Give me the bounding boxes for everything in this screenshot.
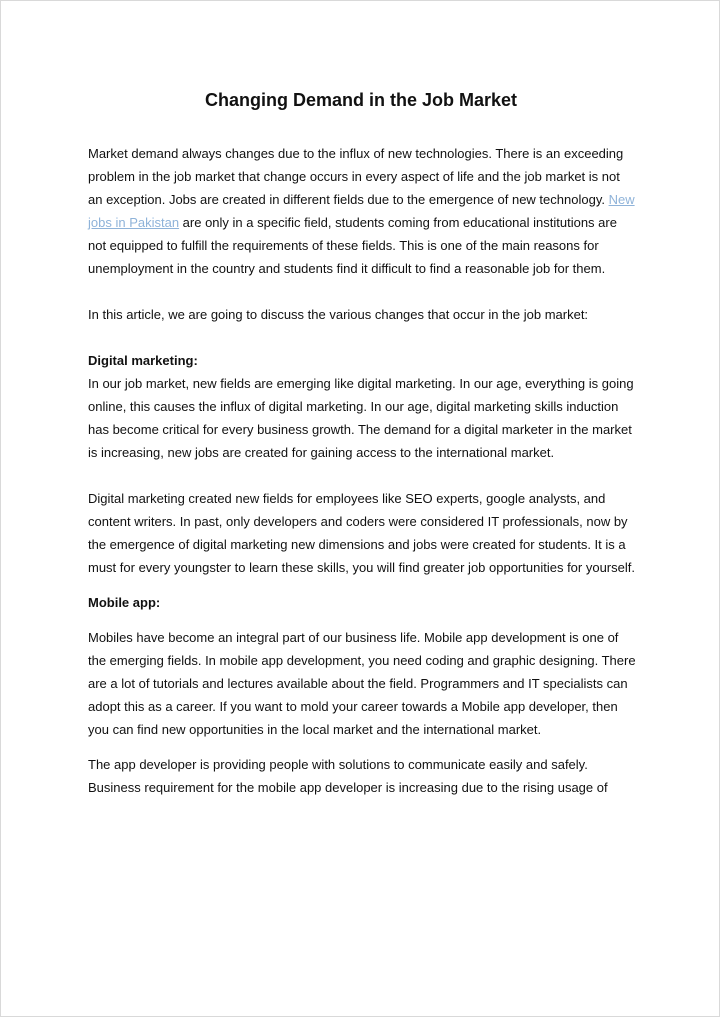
document-body <box>88 142 636 799</box>
section-paragraph: The app developer is providing people with solutions to communicate easily and safely. Business requirement for the mobile app developer is increasing due to the rising usage of <box>88 757 608 795</box>
new-jobs-link[interactable]: New jobs in Pakistan <box>88 192 635 230</box>
page-title: Changing Demand in the Job Market <box>204 90 518 110</box>
section-paragraph: Mobiles have become an integral part of our business life. Mobile app development is one of the emerging fields. In mobile app development, you need coding and graphic designing. There are a lot of tutorials and lectures available about the field. Programmers and IT specialists can adopt this as a career. If you want to mold your career towards a Mobile app developer, then you can find new opportunities in the local market and the international market. <box>88 630 636 737</box>
section-heading-digital-marketing: Digital marketing: <box>88 353 198 368</box>
intro-paragraph <box>88 142 636 280</box>
section-paragraph: In our job market, new fields are emerging like digital marketing. In our age, everything is going online, this causes the influx of digital marketing. In our age, digital marketing skills induction has become critical for every business growth. The demand for a digital marketer in the market is increasing, new jobs are created for gaining access to the international market. <box>88 376 634 460</box>
intro-text-before-link: Market demand always changes due to the influx of new technologies. There is an exceeding problem in the job market that change occurs in every aspect of life and the job market is not an exception. Jobs are created in different fields due to the emergence of new technology. <box>88 146 624 207</box>
section-paragraph: Digital marketing created new fields for employees like SEO experts, google analysts, and content writers. In past, only developers and coders were considered IT professionals, now by the emergence of digital marketing new dimensions and jobs were created for students. It is a must for every youngster to learn these skills, you will find greater job opportunities for yourself. <box>88 491 635 575</box>
section-heading-mobile-app: Mobile app: <box>88 595 161 610</box>
intro-text-after-link: are only in a specific field, students coming from educational institutions are not equipped to fulfill the requirements of these fields. This is one of the main reasons for unemployment in the country and students find it difficult to find a reasonable job for them. <box>88 215 617 276</box>
article-intro-paragraph: In this article, we are going to discuss the various changes that occur in the job market: <box>88 307 589 322</box>
